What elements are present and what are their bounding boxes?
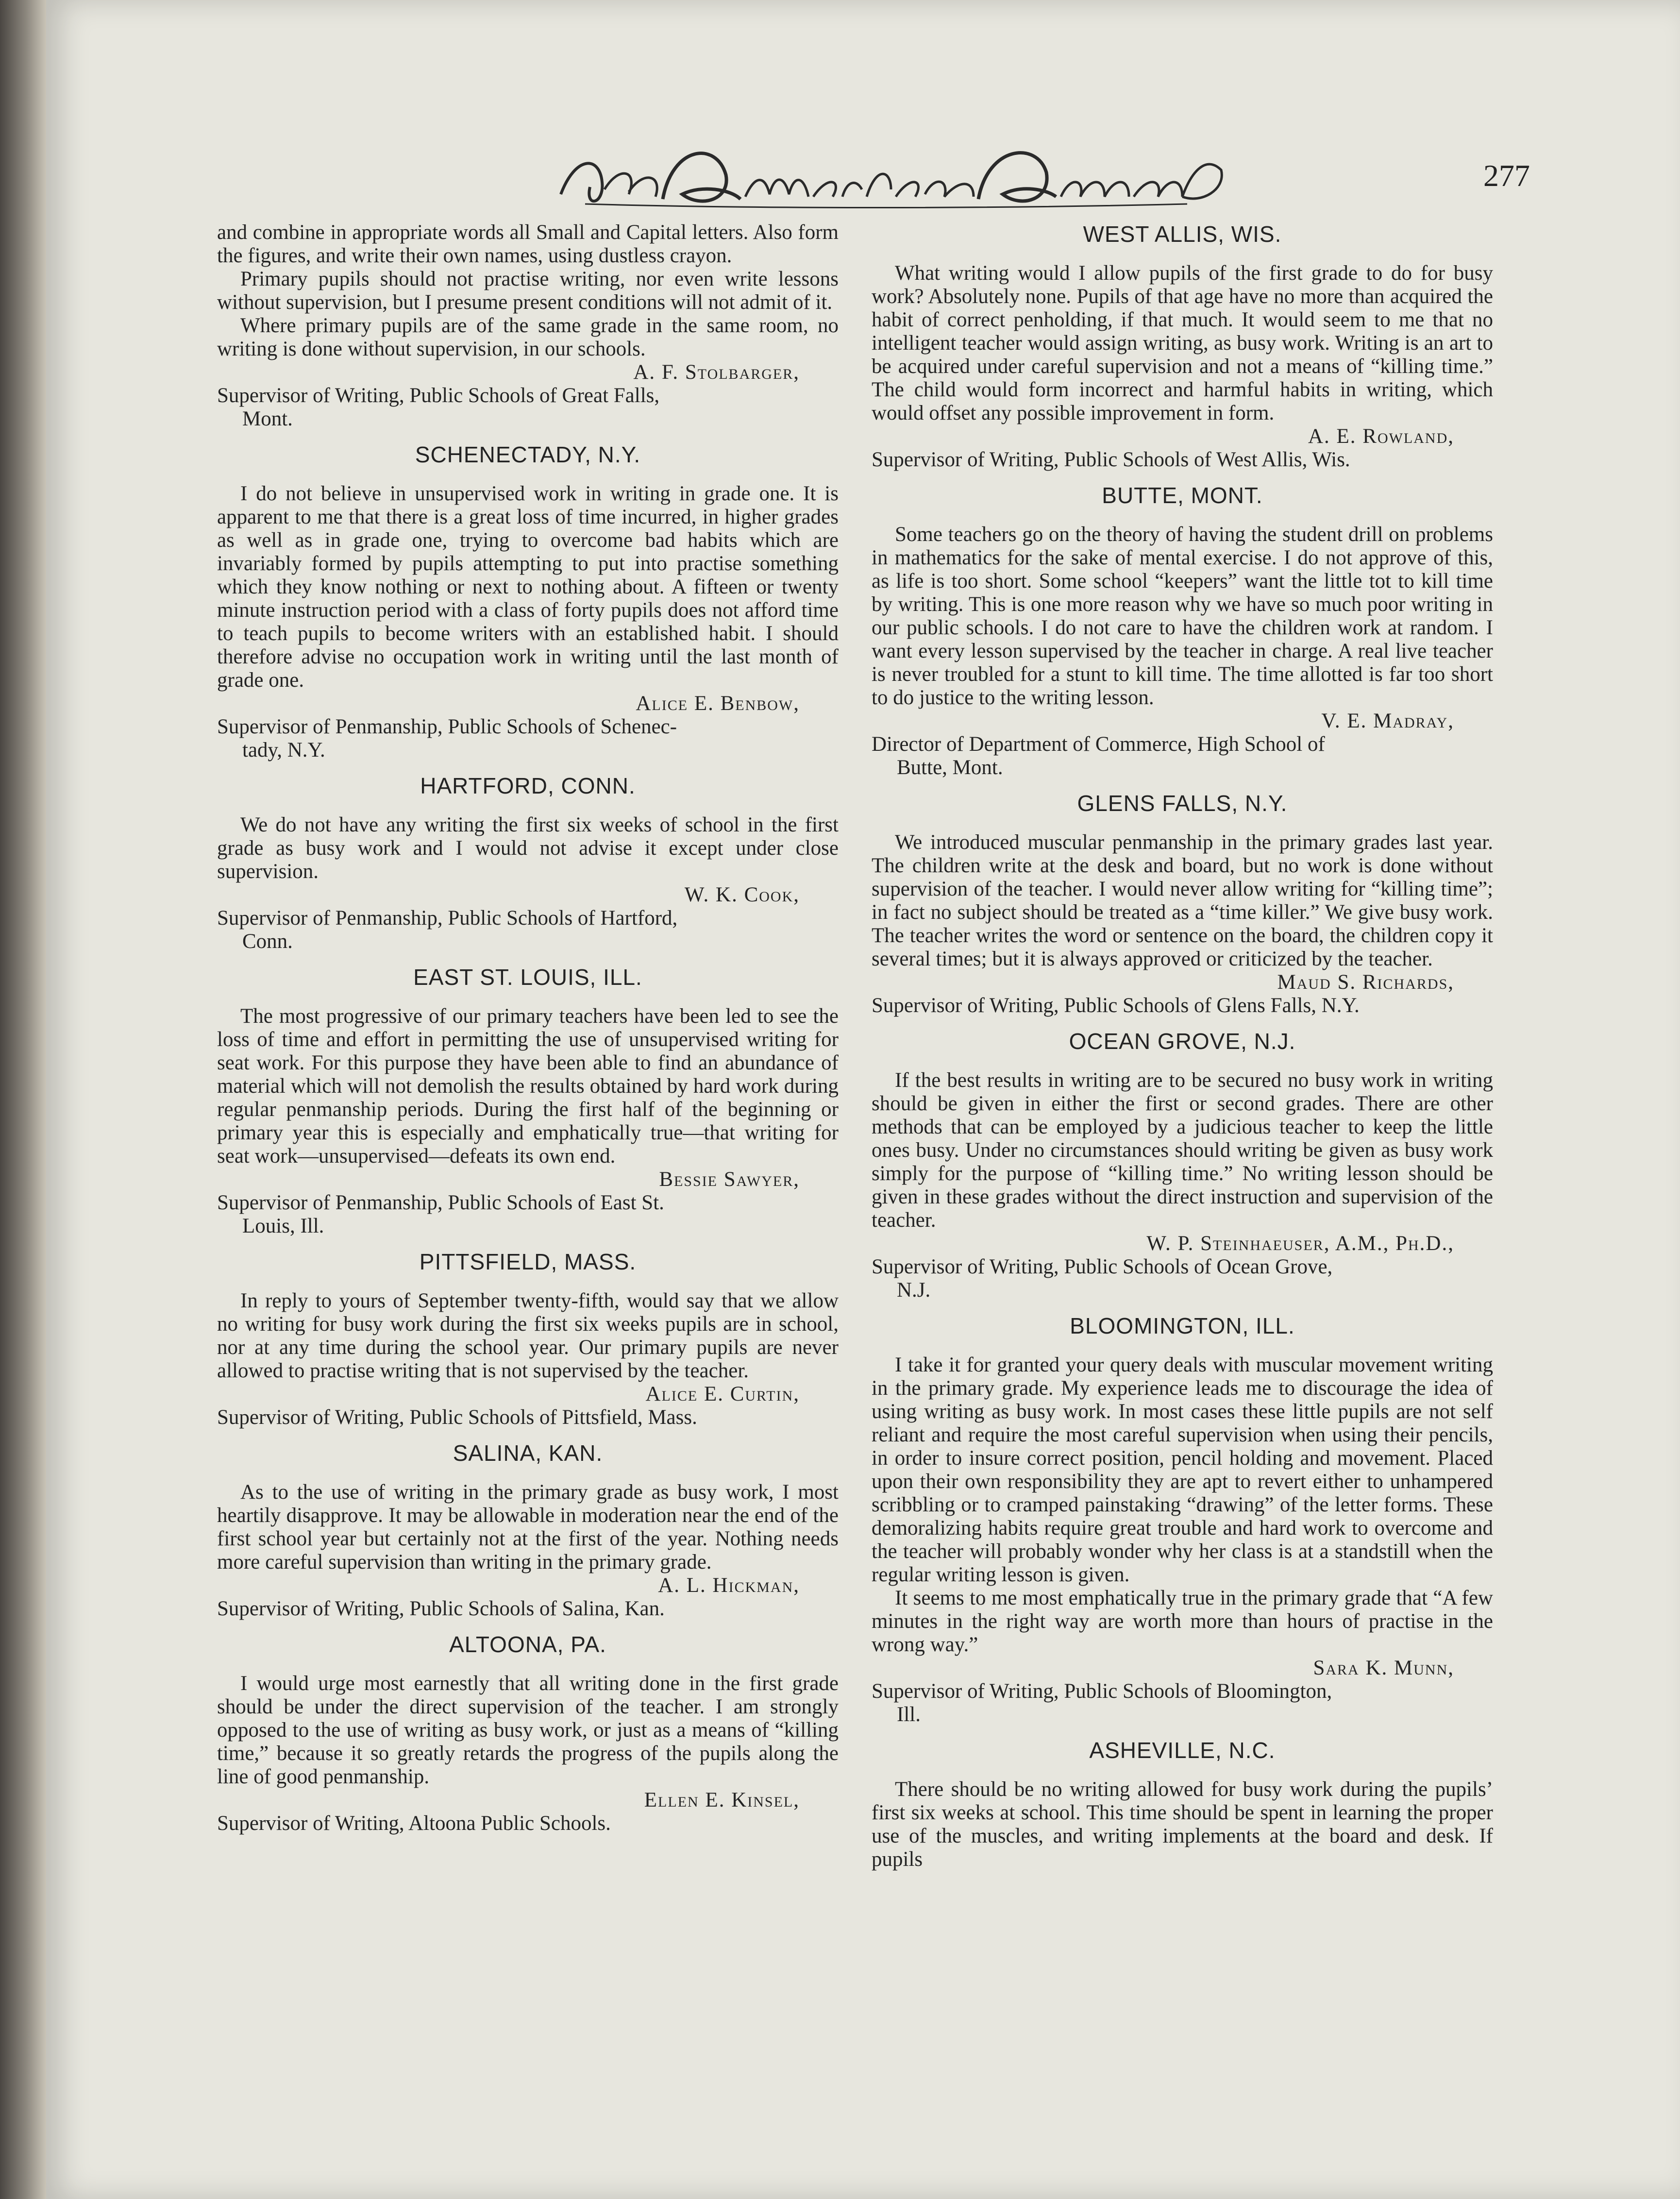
- section-heading: GLENS FALLS, N.Y.: [1077, 791, 1288, 816]
- signature-title: Supervisor of Writing, Altoona Public Schools.: [217, 1812, 611, 1835]
- signature-name: Maud S. Richards,: [1277, 971, 1454, 994]
- signature-name: A. F. Stolbarger,: [633, 361, 800, 384]
- paragraph: I take it for granted your query deals with muscular movement writing in the primary grade. My experience leads me to discourage the idea of using writing as busy work. In most cases these little pupils are not self reliant and require the most careful supervision when using their pencils, in order to insure correct position, pencil holding and movement. Placed upon their own responsibility they are apt to revert either to unhampered scribbling or to cramped painstaking “drawing” of the letter forms. These demoralizing habits require great trouble and hard work to overcome and the teacher will probably wonder why her class is at a standstill when the regular writing lesson is given.: [872, 1353, 1493, 1586]
- section-heading: EAST ST. LOUIS, ILL.: [413, 964, 642, 990]
- signature-name: Ellen E. Kinsel,: [644, 1789, 800, 1811]
- paragraph: and combine in appropriate words all Small and Capital letters. Also form the figures, and write their own names, using dustless crayon.: [217, 221, 839, 267]
- section-heading: BLOOMINGTON, ILL.: [1070, 1313, 1295, 1338]
- paragraph: We do not have any writing the first six weeks of school in the first grade as busy work and I would not advise it except under close supervision.: [217, 813, 839, 883]
- right-column: [872, 221, 1493, 1871]
- paragraph: We introduced muscular penmanship in the primary grades last year. The children write at the desk and board, but no work is done without supervision of the teacher. I would never allow writing for “killing time”; in fact no subject should be treated as a “time killer.” We give busy work. The teacher writes the word or sentence on the board, the children copy it several times; but it is always approved or criticized by the teacher.: [872, 831, 1493, 970]
- section-heading: HARTFORD, CONN.: [420, 773, 636, 798]
- signature-name: W. K. Cook,: [684, 883, 800, 906]
- page-number: 277: [1483, 158, 1530, 193]
- paragraph: As to the use of writing in the primary grade as busy work, I most heartily disapprove. It may be allowable in moderation near the end of the first school year but certainly not at the first of the year. Nothing needs more careful supervision than writing in the primary grade.: [217, 1481, 839, 1573]
- signature-title: Supervisor of Writing, Public Schools of Ocean Grove, N.J.: [872, 1255, 1333, 1302]
- signature-title: Supervisor of Writing, Public Schools of Pittsfield, Mass.: [217, 1406, 697, 1429]
- signature-title: Supervisor of Writing, Public Schools of Great Falls, Mont.: [217, 384, 660, 430]
- left-column: [217, 221, 839, 1835]
- paragraph: I do not believe in unsupervised work in writing in grade one. It is apparent to me that there is a great loss of time incurred, in higher grades as well as in grade one, trying to overcome bad habits which are invariably formed by pupils attempting to put into practise something which they know nothing or next to nothing about. A fifteen or twenty minute instruction period with a class of forty pupils does not afford time to teach pupils to become writers with an established habit. I should therefore advise no occupation work in writing until the last month of grade one.: [217, 482, 839, 692]
- signature-title: Supervisor of Writing, Public Schools of Salina, Kan.: [217, 1597, 665, 1620]
- signature-title: Supervisor of Penmanship, Public Schools of Hartford, Conn.: [217, 907, 678, 953]
- section-heading: PITTSFIELD, MASS.: [419, 1249, 637, 1274]
- section-heading: WEST ALLIS, WIS.: [1083, 221, 1282, 247]
- signature-title: Supervisor of Penmanship, Public Schools of Schenec- tady, N.Y.: [217, 715, 677, 761]
- signature-name: Bessie Sawyer,: [659, 1168, 800, 1191]
- section-heading: ASHEVILLE, N.C.: [1089, 1738, 1276, 1763]
- script-logo-icon: [556, 136, 1226, 219]
- section-heading: ALTOONA, PA.: [449, 1632, 606, 1657]
- section-heading: OCEAN GROVE, N.J.: [1069, 1029, 1296, 1054]
- signature-name: Sara K. Munn,: [1313, 1657, 1454, 1679]
- book-spine-edge: [0, 0, 46, 2199]
- signature-title: Director of Department of Commerce, High School of Butte, Mont.: [872, 733, 1325, 779]
- signature-name: V. E. Madray,: [1321, 710, 1454, 732]
- paragraph: If the best results in writing are to be secured no busy work in writing should be given in either the first or second grades. There are other methods that can be employed by a judicious teacher to keep the little ones busy. Under no circumstances should writing be given as busy work simply for the purpose of “killing time.” No writing lesson should be given in these grades without the direct instruction and supervision of the teacher.: [872, 1069, 1493, 1232]
- paragraph: In reply to yours of September twenty-fifth, would say that we allow no writing for busy work during the first six weeks pupils are in school, nor at any time during the school year. Our primary pupils are never allowed to practise writing that is not supervised by the teacher.: [217, 1289, 839, 1382]
- signature-title: Supervisor of Writing, Public Schools of West Allis, Wis.: [872, 448, 1350, 471]
- signature-title: Supervisor of Writing, Public Schools of Bloomington, Ill.: [872, 1680, 1332, 1726]
- signature-name: A. L. Hickman,: [658, 1574, 800, 1597]
- paragraph: Some teachers go on the theory of having the student drill on problems in mathematics for the sake of mental exercise. I do not approve of this, as life is too short. Some school “keepers” want the little tot to kill time by writing. This is one more reason why we have so much poor writing in our public schools. I do not care to have the children work at random. I want every lesson supervised by the teacher in charge. A real live teacher is never troubled for a stunt to kill time. The time allotted is far too short to do justice to the writing lesson.: [872, 523, 1493, 709]
- masthead-logo: [556, 136, 1226, 219]
- section-heading: SCHENECTADY, N.Y.: [415, 442, 641, 467]
- section-heading: SALINA, KAN.: [453, 1440, 603, 1466]
- signature-name: Alice E. Curtin,: [645, 1383, 800, 1405]
- signature-title: Supervisor of Penmanship, Public Schools of East St. Louis, Ill.: [217, 1191, 664, 1237]
- paragraph: There should be no writing allowed for busy work during the pupils’ first six weeks at school. This time should be spent in learning the proper use of the muscles, and writing implements at the board and desk. If pupils: [872, 1778, 1493, 1871]
- signature-name: W. P. Steinhaeuser, A.M., Ph.D.,: [1146, 1232, 1454, 1255]
- magazine-page: [46, 0, 1680, 2199]
- paragraph: Where primary pupils are of the same grade in the same room, no writing is done without supervision, in our schools.: [217, 314, 839, 360]
- paragraph: I would urge most earnestly that all writing done in the first grade should be under the direct supervision of the teacher. I am strongly opposed to the use of writing as busy work, or just as a means of “killing time,” because it so greatly retards the progress of the pupils along the line of good penmanship.: [217, 1672, 839, 1788]
- signature-name: A. E. Rowland,: [1308, 425, 1454, 448]
- paragraph: Primary pupils should not practise writing, nor even write lessons without supervision, but I presume present conditions will not admit of it.: [217, 268, 839, 314]
- paragraph: It seems to me most emphatically true in the primary grade that “A few minutes in the right way are worth more than hours of practise in the wrong way.”: [872, 1587, 1493, 1656]
- signature-title: Supervisor of Writing, Public Schools of Glens Falls, N.Y.: [872, 994, 1360, 1017]
- section-heading: BUTTE, MONT.: [1102, 483, 1263, 508]
- paragraph: What writing would I allow pupils of the first grade to do for busy work? Absolutely none. Pupils of that age have no more than acquired the habit of correct penholding, if that much. It would seem to me that no intelligent teacher would assign writing, as busy work. Writing is an art to be acquired under careful supervision and not a means of “killing time.” The child would form incorrect and harmful habits in writing, which would offset any possible improvement in form.: [872, 262, 1493, 424]
- signature-name: Alice E. Benbow,: [636, 692, 800, 715]
- paragraph: The most progressive of our primary teachers have been led to see the loss of time and effort in permitting the use of unsupervised writing for seat work. For this purpose they have been able to find an abundance of material which will not demolish the results obtained by hard work during regular penmanship periods. During the first half of the beginning or primary year this is especially and emphatically true—that writing for seat work—unsupervised—defeats its own end.: [217, 1005, 839, 1167]
